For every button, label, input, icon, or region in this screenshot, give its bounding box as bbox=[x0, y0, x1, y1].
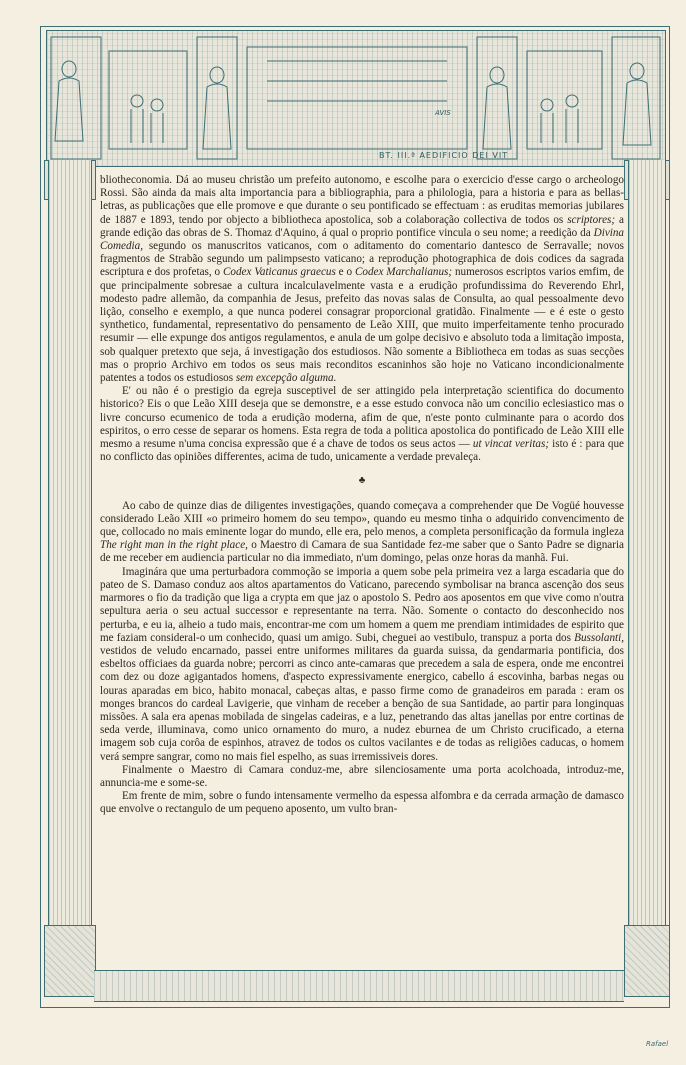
paragraph-4: Imaginára que uma perturbadora commoção se imporia a quem sobe pela primeira vez a larga escadaria que do pateo de S. Damaso conduz aos altos apartamentos do Vaticano, parecendo symbolisar na branca ascenção dos seus marmores o fio da tradição que liga a crypta em que jaz o apostolo S. Pedro aos aposentos em que vive como n'outra sepultura aeria o seu actual successor e representante na terra. Não. Somente o contacto do desconhecido nos perturba, e eu ia, alheio a tudo mais, encontrar-me com um homem a quem me prendiam intimidades de espirito que me faziam consideral-o um conhecido, quasi um amigo. Subi, cheguei ao vestibulo, transpuz a porta dos Bussolanti, vestidos de veludo encarnado, passei entre uniformes militares da guarda suissa, da gendarmaria pontificia, dos esbeltos officiaes da guarda nobre; percorri as cinco ante-camaras que precedem a sala de espera, onde me encontrei com dez ou doze agigantados homens, d'aspecto expressivamente energico, cabello á escovinha, barbas negas ou louras aparadas em bico, habito monacal, cabeças altas, e passo firme como de granadeiros em parada : eram os monges brancos do cardeal Lavigerie, que vinham de receber a benção de sua Santidade, ao partir para longinquas missões. A sala era apenas mobilada de singelas cadeiras, e a luz, penetrando das altas janellas por entre cortinas de seda verde, illuminava, como unico ornamento do muro, a nudez eburnea de um Christo crucificado, a eterna imagem sob cuja corôa de espinhos, atravez de todos os cultos vacilantes e de todas as religiões caducas, o homem verá sempre sangrar, como no mais fiel espelho, as suas irremissiveis dores. bbox=[100, 565, 624, 763]
paragraph-1: bliotheconomia. Dá ao museu christão um prefeito autonomo, e escolhe para o exercicio d'esse cargo o archeologo Rossi. São ainda da mais alta importancia para a bibliographia, para a philologia, para a historia e para as bellas-letras, as publicações que elle promove e que durante o seu pontificado se effectuam : as eruditas memorias jubilares de 1887 e 1893, tendo por objecto a bibliotheca apostolica, sob a colaboração collectiva de todos os scriptores; a grande edição das obras de S. Thomaz d'Aquino, á qual o proprio pontifice vincula o seu nome; a reedição da Divina Comedia, segundo os manuscritos vaticanos, com o aditamento do comentario dantesco de Serravalle; novos fragmentos de Strabão segundo um palimpsesto vaticano; a reprodução photographica de dois codices da sagrada escriptura e dos profetas, o Codex Vaticanus graecus e o Codex Marchalianus; numerosos escriptos varios emfim, de que principalmente sobresae a cultura incalculavelmente vasta e a erudição profundissima do Reverendo Ehrl, modesto padre allemão, da companhia de Jesus, prefeito das novas salas de Consulta, ao qual pessoalmente devo lição, conselho e exemplo, a que nunca poderei consagrar proporcional gratidão. Finalmente — e é este o gesto synthetico, fundamental, representativo do pensamento de Leão XIII, que muito imperfeitamente tenho procurado resumir — elle expunge dos antigos regulamentos, e anula de um golpe decisivo e absoluto toda a limitação imposta, sob qualquer pretexto que seja, á investigação dos estudiosos. Não somente a Bibliotheca em todas as suas secções mas o proprio Archivo em todos os seus mais reconditos escaninhos são hoje no Vaticano incondicionalmente patentes a todos os estudiosos sem excepção alguma. bbox=[100, 174, 624, 385]
right-column-base bbox=[624, 925, 670, 997]
paragraph-2: E' ou não é o prestigio da egreja susceptivel de ser attingido pela interpretação scientifica do documento historico? Eis o que Leão XIII deseja que se demonstre, e a esse estudo convoca não um concilio eclesiastico mas o livre concurso ecumenico de toda a erudição moderna, afim de que, n'este ponto culminante para o acordo dos espiritos, o erro cesse de separar os homens. Esta regra de toda a politica apostolica do pontificado de Leão XIII elle mesmo a resume n'uma concisa expressão que é a chave de todos os seus actos — ut vincat veritas; isto é : para que no conflicto das opiniões differentes, acima de tudo, unicamente a verdade prevaleça. bbox=[100, 385, 624, 464]
paragraph-3: Ao cabo de quinze dias de diligentes investigações, quando começava a comprehender que De Vogüé houvesse considerado Leão XIII «o primeiro homem do seu tempo», quando eu mesmo tinha o adquirido convencimento de que, collocado no mais eminente logar do mundo, elle era, pelo menos, a completa personificação da formula ingleza The right man in the right place, o Maestro di Camara de sua Santidade fez-me saber que o Santo Padre se dignaria de me receber em audiencia particular no dia immediato, n'um domingo, pelas onze horas da manhã. Fui. bbox=[100, 499, 624, 565]
frieze-word: AVIS bbox=[435, 109, 451, 117]
right-column bbox=[628, 160, 666, 992]
body-text bbox=[100, 174, 624, 817]
bottom-frieze bbox=[94, 970, 624, 1002]
frieze-inscription: BT. III.ª AEDIFICIO DEI VIT bbox=[379, 151, 509, 160]
artist-signature: Rafael bbox=[646, 1040, 669, 1048]
paragraph-6: Em frente de mim, sobre o fundo intensamente vermelho da espessa alfombra e da cerrada armação de damasco que envolve o rectangulo de um pequeno aposento, um vulto bran- bbox=[100, 790, 624, 816]
top-frieze-illustration bbox=[46, 30, 666, 167]
left-column-base bbox=[44, 925, 96, 997]
section-ornament-icon: ♣ bbox=[358, 475, 366, 487]
paragraph-5: Finalmente o Maestro di Camara conduz-me, abre silenciosamente uma porta acolchoada, introduz-me, annuncia-me e some-se. bbox=[100, 763, 624, 789]
left-column bbox=[48, 160, 92, 992]
frieze-figures-icon bbox=[47, 31, 665, 166]
